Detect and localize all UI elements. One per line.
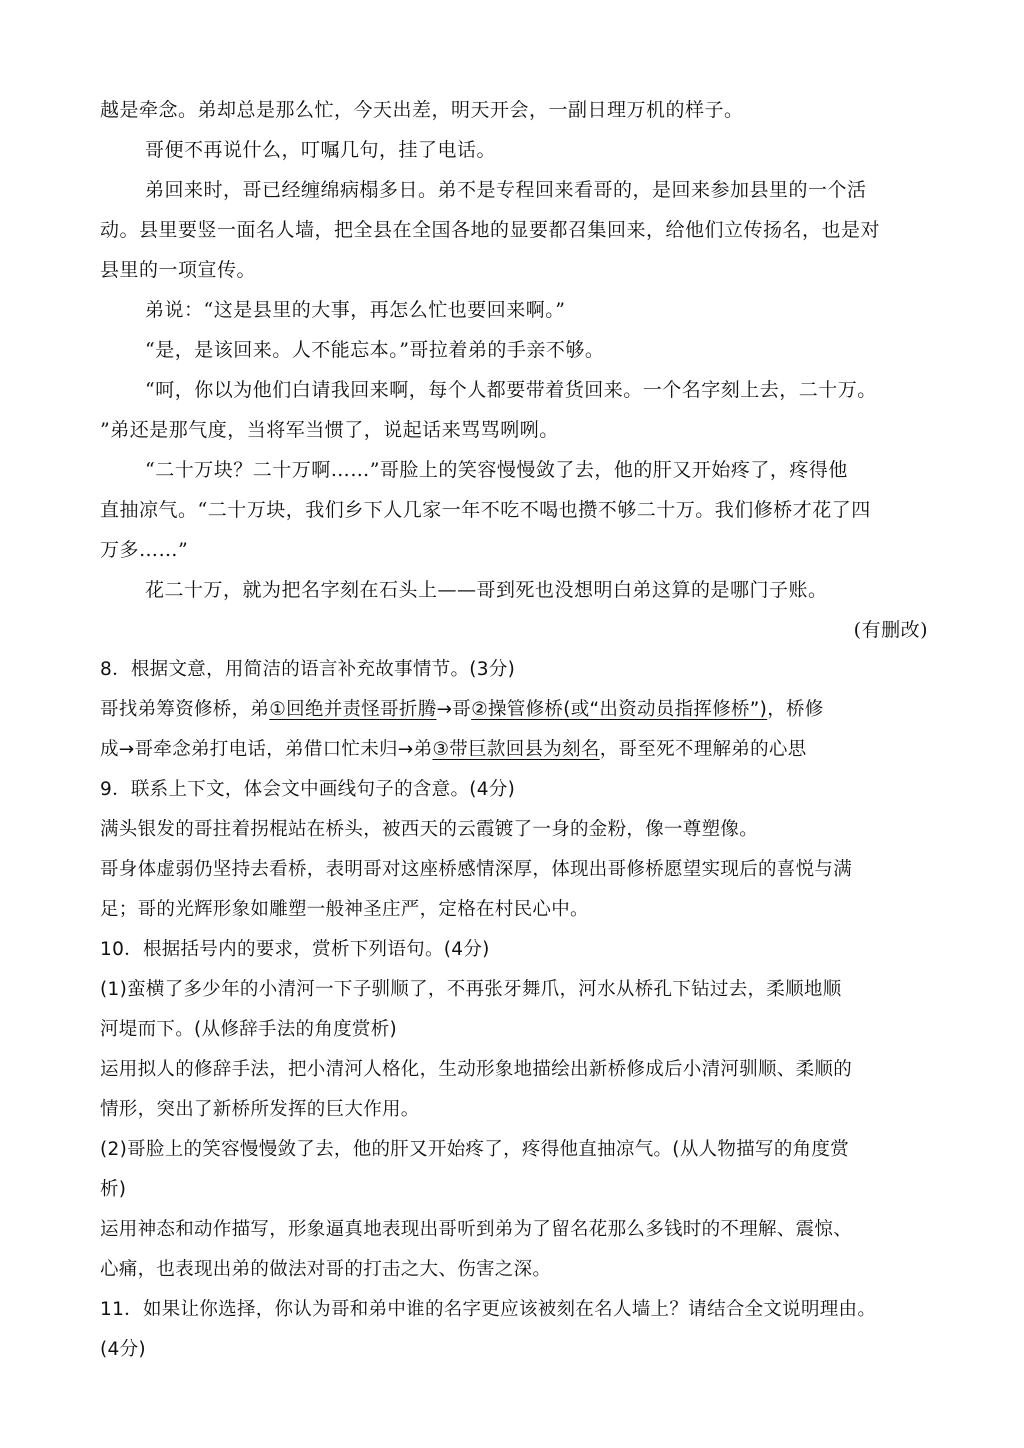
answer-text: ，桥修 bbox=[767, 699, 824, 720]
passage-line: “呵，你以为他们白请我回来啊，每个人都要带着货回来。一个名字刻上去，二十万。 bbox=[145, 379, 877, 401]
question-8: 8．根据文意，用简洁的语言补充故事情节。(3分) bbox=[100, 659, 516, 680]
passage-line: 万多……” bbox=[100, 539, 189, 561]
passage-line: 县里的一项宣传。 bbox=[100, 259, 257, 281]
passage-line: ”弟还是那气度，当将军当惯了，说起话来骂骂咧咧。 bbox=[100, 419, 559, 441]
answer-blank-3: ③带巨款回县为刻名 bbox=[432, 739, 600, 760]
answer-blank-2: ②操管修桥(或“出资动员指挥修桥”) bbox=[471, 699, 768, 720]
answer-8-line-2 bbox=[100, 738, 930, 762]
passage-line: 花二十万，就为把名字刻在石头上——哥到死也没想明白弟这算的是哪门子账。 bbox=[145, 579, 828, 601]
passage-line: “是，是该回来。人不能忘本。”哥拉着弟的手亲不够。 bbox=[145, 339, 605, 361]
passage-line: “二十万块？二十万啊……”哥脸上的笑容慢慢敛了去，他的肝又开始疼了，疼得他 bbox=[145, 459, 848, 481]
answer-text: ，哥至死不理解弟的心思 bbox=[599, 739, 807, 760]
answer-10-part-1: 运用拟人的修辞手法，把小清河人格化，生动形象地描绘出新桥修成后小清河驯顺、柔顺的 bbox=[100, 1059, 853, 1080]
passage-line: 哥便不再说什么，叮嘱几句，挂了电话。 bbox=[145, 139, 497, 161]
answer-10-part-2: 心痛，也表现出弟的做法对哥的打击之大、伤害之深。 bbox=[100, 1259, 552, 1280]
passage-line: 弟回来时，哥已经缠绵病榻多日。弟不是专程回来看哥的，是回来参加县里的一个活 bbox=[145, 179, 867, 201]
answer-8-line-1 bbox=[100, 698, 930, 722]
question-11: 11．如果让你选择，你认为哥和弟中谁的名字更应该被刻在名人墙上？请结合全文说明理由。 bbox=[100, 1299, 877, 1320]
question-10-part-2: (2)哥脸上的笑容慢慢敛了去，他的肝又开始疼了，疼得他直抽凉气。(从人物描写的角度赏 bbox=[100, 1139, 850, 1160]
answer-10-part-2: 运用神态和动作描写，形象逼真地表现出哥听到弟为了留名花那么多钱时的不理解、震惊、 bbox=[100, 1219, 853, 1240]
answer-10-part-1: 情形，突出了新桥所发挥的巨大作用。 bbox=[100, 1099, 420, 1120]
question-11-points: (4分) bbox=[100, 1339, 146, 1360]
source-note: (有删改) bbox=[853, 619, 928, 641]
question-9: 9．联系上下文，体会文中画线句子的含意。(4分) bbox=[100, 779, 516, 800]
answer-9-line-2: 足；哥的光辉形象如雕塑一般神圣庄严，定格在村民心中。 bbox=[100, 899, 589, 920]
answer-9-line-1: 哥身体虚弱仍坚持去看桥，表明哥对这座桥感情深厚，体现出哥修桥愿望实现后的喜悦与满 bbox=[100, 859, 853, 880]
answer-text: →哥 bbox=[436, 699, 472, 720]
question-10-part-1: (1)蛮横了多少年的小清河一下子驯顺了，不再张牙舞爪，河水从桥孔下钻过去，柔顺地顺 bbox=[100, 979, 842, 1000]
question-10-part-2: 析) bbox=[100, 1179, 127, 1200]
answer-blank-1: ①回绝并责怪哥折腾 bbox=[269, 699, 437, 720]
answer-text: 哥找弟筹资修桥，弟 bbox=[100, 699, 270, 720]
answer-text: 成→哥牵念弟打电话，弟借口忙未归→弟 bbox=[100, 739, 433, 760]
passage-line: 动。县里要竖一面名人墙，把全县在全国各地的显要都召集回来，给他们立传扬名，也是对 bbox=[100, 219, 881, 241]
question-9-quote: 满头银发的哥拄着拐棍站在桥头，被西天的云霞镀了一身的金粉，像一尊塑像。 bbox=[100, 819, 759, 840]
passage-line: 弟说：“这是县里的大事，再怎么忙也要回来啊。” bbox=[145, 299, 566, 321]
passage-line: 越是牵念。弟却总是那么忙，今天出差，明天开会，一副日理万机的样子。 bbox=[100, 99, 744, 121]
question-10-part-1: 河堤而下。(从修辞手法的角度赏析) bbox=[100, 1019, 398, 1040]
passage-line: 直抽凉气。“二十万块，我们乡下人几家一年不吃不喝也攒不够二十万。我们修桥才花了四 bbox=[100, 499, 871, 521]
question-10: 10．根据括号内的要求，赏析下列语句。(4分) bbox=[100, 939, 490, 960]
